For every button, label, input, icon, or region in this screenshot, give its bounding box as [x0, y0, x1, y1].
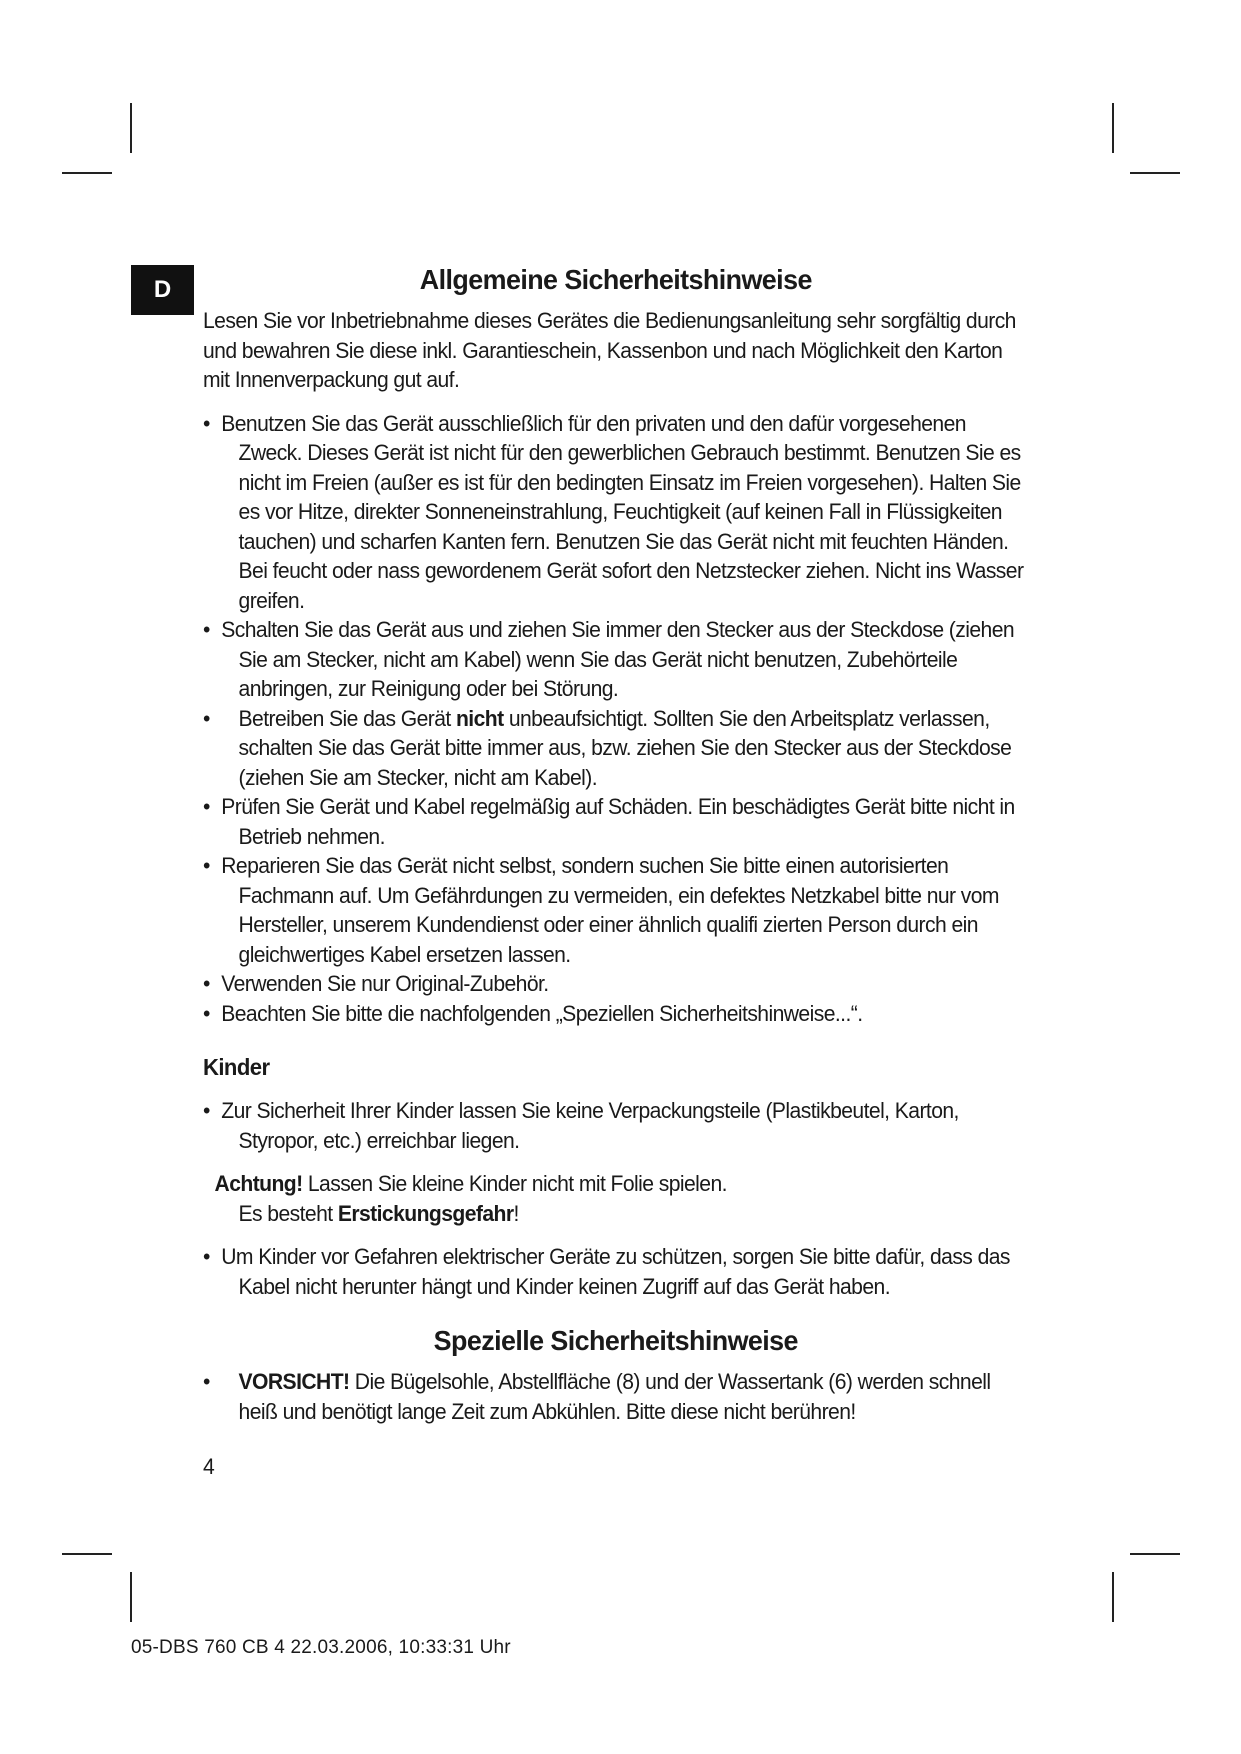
warning-note: Achtung! Lassen Sie kleine Kinder nicht mit Folie spielen. Es besteht Erstickungsgefahr!: [214, 1171, 727, 1226]
children-list-2: [203, 1242, 1029, 1301]
crop-mark: [62, 1553, 112, 1555]
intro-paragraph: Lesen Sie vor Inbetriebnahme dieses Gerätes die Bedienungsanleitung sehr sorgfältig durch und bewahren Sie diese inkl. Garantieschein, Kassenbon und nach Möglichkeit den Karton mit Innenverpackung gut auf.: [203, 308, 1016, 392]
emphasis: nicht: [455, 705, 504, 731]
general-safety-list: [203, 409, 1029, 1029]
list-item: • Schalten Sie das Gerät aus und ziehen Sie immer den Stecker aus der Steckdose (ziehen Sie am Stecker, nicht am Kabel) wenn Sie das Gerät nicht benutzen, Zubehörteile anbringen, zur Reinigung oder bei Störung.: [203, 615, 1029, 704]
list-item: • Verwenden Sie nur Original-Zubehör.: [203, 969, 1029, 999]
language-tab: D: [131, 265, 194, 315]
list-item: • Benutzen Sie das Gerät ausschließlich für den privaten und den dafür vorgesehenen Zweck. Dieses Gerät ist nicht für den gewerblichen Gebrauch bestimmt. Benutzen Sie es nicht im Freien (außer es ist für den bedingten Einsatz im Freien vorgesehen). Halten Sie es vor Hitze, direkter Sonneneinstrahlung, Feuchtigkeit (auf keinen Fall in Flüssigkeiten tauchen) und scharfen Kanten fern. Benutzen Sie das Gerät nicht mit feuchten Händen. Bei feucht oder nass gewordenem Gerät sofort den Netzstecker ziehen. Nicht ins Wasser greifen.: [203, 409, 1029, 616]
caution-label: VORSICHT!: [238, 1369, 350, 1394]
page-number: 4: [203, 1454, 215, 1479]
special-safety-list: [203, 1367, 1029, 1426]
list-item: • Um Kinder vor Gefahren elektrischer Geräte zu schützen, sorgen Sie bitte dafür, dass das Kabel nicht herunter hängt und Kinder keinen Zugriff auf das Gerät haben.: [203, 1242, 1029, 1301]
section-title-general: Allgemeine Sicherheitshinweise: [419, 264, 812, 295]
children-heading: Kinder: [203, 1054, 270, 1080]
section-title-special: Spezielle Sicherheitshinweise: [433, 1325, 798, 1356]
list-item: • VORSICHT! Die Bügelsohle, Abstellfläche (8) und der Wassertank (6) werden schnell heiß und benötigt lange Zeit zum Abkühlen. Bitte diese nicht berühren!: [203, 1367, 1029, 1426]
crop-mark: [1130, 1553, 1180, 1555]
list-item: • Betreiben Sie das Gerät nicht unbeaufsichtigt. Sollten Sie den Arbeitsplatz verlassen, schalten Sie das Gerät bitte immer aus, bzw. ziehen Sie den Stecker aus der Steckdose (ziehen Sie am Stecker, nicht am Kabel).: [203, 704, 1029, 793]
list-item: • Reparieren Sie das Gerät nicht selbst, sondern suchen Sie bitte einen autorisierten Fachmann auf. Um Gefährdungen zu vermeiden, ein defektes Netzkabel bitte nur vom Hersteller, unserem Kundendienst oder einer ähnlich qualifi zierten Person durch ein gleichwertiges Kabel ersetzen lassen.: [203, 851, 1029, 969]
list-item: • Zur Sicherheit Ihrer Kinder lassen Sie keine Verpackungsteile (Plastikbeutel, Karton, Styropor, etc.) erreichbar liegen.: [203, 1096, 1029, 1155]
emphasis: Erstickungsgefahr: [337, 1200, 514, 1226]
crop-mark: [1112, 1572, 1114, 1622]
crop-mark: [1112, 103, 1114, 153]
list-item: • Prüfen Sie Gerät und Kabel regelmäßig auf Schäden. Ein beschädigtes Gerät bitte nicht in Betrieb nehmen.: [203, 792, 1029, 851]
crop-mark: [130, 1572, 132, 1622]
crop-mark: [130, 103, 132, 153]
crop-mark: [1130, 172, 1180, 174]
crop-mark: [62, 172, 112, 174]
warning-label: Achtung!: [214, 1171, 303, 1196]
page-content: [203, 262, 1029, 1482]
print-footer: 05-DBS 760 CB 4 22.03.2006, 10:33:31 Uhr: [131, 1637, 511, 1658]
children-list: [203, 1096, 1029, 1155]
list-item: • Beachten Sie bitte die nachfolgenden „Speziellen Sicherheitshinweise...“.: [203, 999, 1029, 1029]
